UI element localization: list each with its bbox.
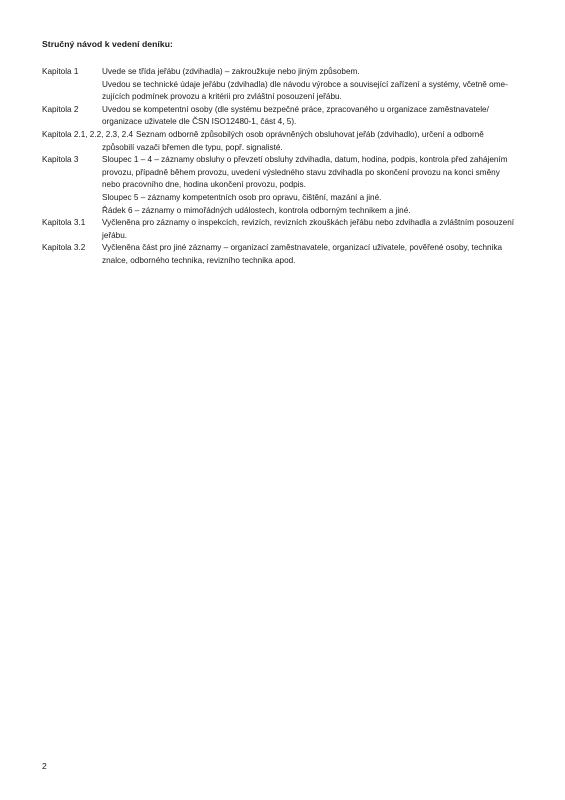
section-line: Uvede se třída jeřábu (zdvihadla) – zakroužkuje nebo jiným způsobem. [102, 67, 360, 76]
section-body [102, 66, 527, 104]
section-line: Uvedou se technické údaje jeřábu (zdvihadla) dle návodu výrobce a související zařízení a systémy, včetně ome- [102, 79, 508, 89]
section-line: Řádek 6 – záznamy o mimořádných událostech, kontrola odborným technikem a jiné. [102, 205, 411, 215]
section-line: Seznam odborně způsobilých osob oprávněných obsluhovat jeřáb (zdvihadlo), určení a odborně [136, 129, 484, 139]
section-kapitola-2-1-2-4 [42, 129, 527, 142]
section-body [102, 154, 527, 217]
section-label: Kapitola 3 [42, 155, 79, 165]
section-label: Kapitola 3.2 [42, 243, 86, 253]
section-line: Sloupec 5 – záznamy kompetentních osob pro opravu, čištění, mazání a jiné. [102, 192, 382, 202]
instructions-list [42, 66, 527, 268]
page-title: Stručný návod k vedení deníku: [42, 39, 173, 49]
section-label: Kapitola 2 [42, 104, 79, 114]
section-line: Vyčleněna část pro jiné záznamy – organizací zaměstnavatele, organizací uživatele, pověřené osoby, technika [102, 243, 503, 253]
section-kapitola-1 [42, 66, 527, 104]
section-line: organizace uživatele dle ČSN ISO12480-1, část 4, 5). [102, 117, 297, 127]
section-body [102, 217, 527, 242]
section-body [102, 104, 527, 129]
section-body [102, 242, 527, 267]
section-body [102, 142, 527, 155]
section-kapitola-2 [42, 104, 527, 129]
section-line: zujících podmínek provozu a kritérii pro zvláštní posouzení jeřábu. [102, 92, 342, 102]
section-label: Kapitola 1 [42, 67, 79, 76]
section-line: Vyčleněna pro záznamy o inspekcích, revizích, revizních zkouškách jeřábu nebo zdvihadla a zvláštním posouzení [102, 218, 515, 228]
section-line: Sloupec 1 – 4 – záznamy obsluhy o převzetí obsluhy zdvihadla, datum, hodina, podpis, kontrola před zahájením [102, 155, 508, 165]
section-label: Kapitola 2.1, 2.2, 2.3, 2.4 [42, 129, 134, 139]
section-kapitola-2-1-2-4-cont [42, 142, 527, 155]
section-body [136, 129, 527, 142]
section-label: Kapitola 3.1 [42, 218, 86, 228]
section-line: provozu, případně během provozu, uvedení výsledného stavu zdvihadla po skončení provozu na konci směny [102, 167, 500, 177]
section-kapitola-3-2 [42, 242, 527, 267]
section-kapitola-3-1 [42, 217, 527, 242]
section-kapitola-3 [42, 154, 527, 217]
section-line: nebo pracovního dne, hodina ukončení provozu, podpis. [102, 180, 306, 190]
section-line: jeřábu. [102, 230, 128, 240]
section-line: způsobilí vazači břemen dle typu, popř. signalisté. [102, 142, 283, 152]
section-label-spacer [42, 142, 102, 155]
section-line: znalce, odborného technika, revizního technika apod. [102, 255, 296, 265]
page-number: 2 [42, 761, 47, 771]
section-line: Uvedou se kompetentní osoby (dle systému bezpečné práce, zpracovaného u organizace zaměstnavatele/ [102, 104, 489, 114]
